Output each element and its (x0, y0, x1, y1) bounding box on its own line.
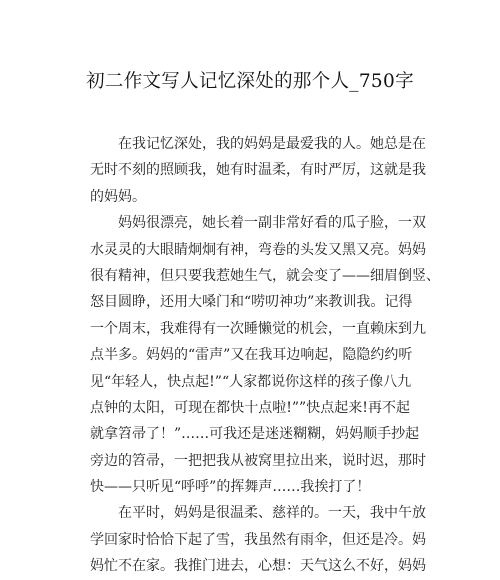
text-line: 见“年轻人，快点起!”“人家都说你这样的孩子像八九 (90, 373, 412, 390)
text-line: 妈妈很漂亮，她长着一副非常好看的瓜子脸，一双 (118, 215, 426, 232)
text-line: 快——只听见“呼呼”的挥舞声……我挨打了！ (90, 479, 371, 496)
text-line: 就拿笤帚了！”……可我还是迷迷糊糊，妈妈顺手抄起 (90, 426, 420, 443)
text-line: 旁边的笤帚，一把把我从被窝里拉出来，说时迟，那时 (90, 452, 426, 469)
text-line: 妈忙不在家。我推门进去，心想：天气这么不好，妈妈 (90, 558, 426, 575)
text-line: 在平时，妈妈是很温柔、慈祥的。一天，我中午放 (118, 505, 426, 522)
text-line: 点半多。妈妈的“雷声”又在我耳边响起，隐隐约约听 (90, 347, 413, 364)
text-line: 无时不刻的照顾我，她有时温柔，有时严厉，这就是我 (90, 162, 426, 179)
text-line: 点钟的太阳，可现在都快十点啦!””快点起来!再不起 (90, 399, 410, 416)
text-line: 的妈妈。 (90, 188, 146, 205)
text-line: 水灵灵的大眼睛炯炯有神，弯卷的头发又黑又亮。妈妈 (90, 241, 426, 258)
text-line: 在我记忆深处，我的妈妈是最爱我的人。她总是在 (118, 136, 426, 152)
text-line: 学回家时恰恰下起了雪，我虽然有雨伞，但还是冷。妈 (90, 531, 426, 548)
text-line: 一个周末，我难得有一次睡懒觉的机会，一直赖床到九 (90, 320, 426, 337)
document-title: 初二作文写人记忆深处的那个人_750字 (86, 71, 414, 92)
document-body (90, 131, 440, 580)
text-line: 怒目圆睁，还用大嗓门和“唠叨神功”来教训我。记得 (90, 294, 413, 311)
text-line: 很有精神，但只要我惹她生气，就会变了——细眉倒竖、 (90, 267, 440, 284)
